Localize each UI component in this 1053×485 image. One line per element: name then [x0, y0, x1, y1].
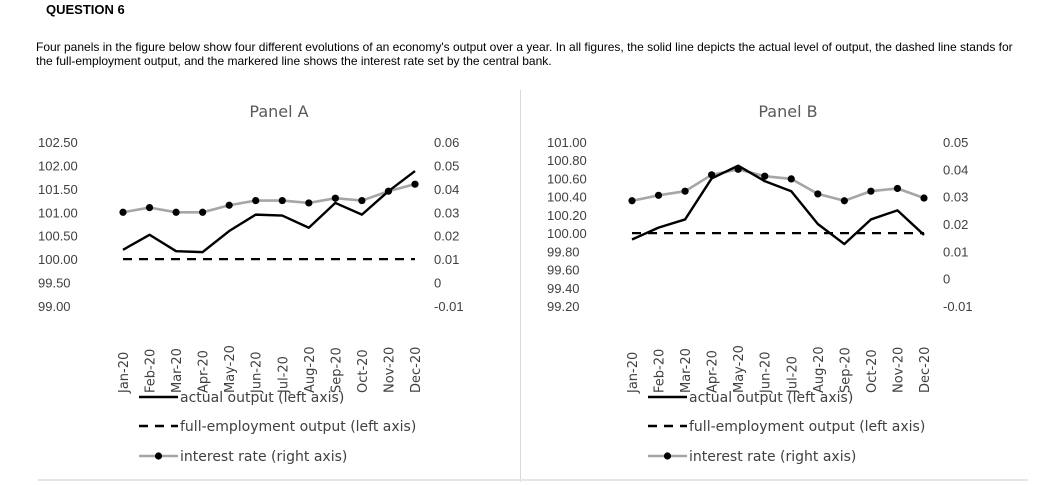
panel-b-right-tick: 0.05 [943, 135, 969, 150]
panel-a-legend-interest: interest rate (right axis) [180, 449, 348, 465]
panel-a-right-tick: 0 [434, 275, 442, 291]
panel-a-legend-full-employment: full-employment output (left axis) [180, 419, 417, 435]
panel-a-interest-rate-point [252, 197, 259, 204]
panel-b-interest-rate-point [788, 175, 795, 182]
panel-b-right-tick: 0.02 [943, 217, 969, 232]
panel-a-legend-marker-dot [155, 452, 162, 459]
panel-a-interest-rate-point [279, 197, 286, 204]
panel-a-title: Panel A [249, 102, 309, 121]
panel-b-right-tick: 0.04 [943, 162, 969, 178]
panel-b-x-tick: Nov-20 [891, 346, 907, 393]
panel-b-left-tick: 100.40 [547, 189, 587, 205]
panel-b-left-tick: 99.80 [547, 244, 580, 260]
panel-b-interest-rate-point [841, 197, 848, 204]
panel-a-right-tick: 0.02 [434, 228, 460, 244]
panel-a-x-tick: Oct-20 [355, 349, 371, 393]
panel-b-x-tick: Dec-20 [918, 346, 933, 393]
panel-b-left-tick: 100.00 [547, 226, 587, 242]
panel-a-x-tick: Feb-20 [143, 348, 159, 393]
panel-b-interest-rate-point [681, 188, 688, 195]
panel-a-x-tick: Dec-20 [409, 346, 424, 393]
panel-b-interest-rate-point [655, 192, 662, 199]
panel-a-right-tick: 0.01 [434, 252, 460, 268]
panel-a-right-tick: 0.03 [434, 205, 460, 221]
panel-b-x-tick: Apr-20 [705, 350, 721, 393]
panel-a-x-tick: Aug-20 [302, 346, 318, 393]
panel-a-svg [12, 90, 520, 482]
panel-a-left-tick: 100.00 [38, 252, 78, 268]
panel-b-left-tick: 99.20 [547, 299, 580, 314]
panel-a-legend-actual: actual output (left axis) [180, 390, 345, 406]
panel-b-left-tick: 100.60 [547, 171, 587, 187]
panel-b-legend-full-employment: full-employment output (left axis) [689, 419, 926, 435]
panel-b-x-tick: Oct-20 [864, 349, 880, 393]
panel-a-left-tick: 99.50 [38, 275, 71, 291]
panel-a-right-tick: 0.05 [434, 158, 460, 174]
panel-a-interest-rate-point [199, 209, 206, 216]
panel-a-interest-rate-point [226, 202, 233, 209]
panel-a-interest-rate-line [123, 184, 415, 212]
question-title: QUESTION 6 [46, 2, 125, 17]
panel-a-right-tick: -0.01 [434, 299, 464, 314]
panel-b-legend-actual: actual output (left axis) [689, 390, 854, 406]
panel-a-x-tick: May-20 [223, 345, 239, 393]
panel-b-legend-interest: interest rate (right axis) [689, 449, 857, 465]
bottom-divider [38, 479, 1028, 481]
panel-a-interest-rate-point [119, 209, 126, 216]
panel-b-interest-rate-point [867, 188, 874, 195]
panel-a-left-tick: 101.50 [38, 181, 78, 197]
panel-b-x-tick: Jul-20 [785, 356, 801, 393]
panel-b-left-tick: 100.80 [547, 153, 587, 169]
panel-a-left-tick: 102.00 [38, 158, 78, 174]
panel-b-right-tick: 0 [943, 271, 951, 287]
panel-a-right-tick: 0.06 [434, 135, 460, 150]
panel-a-interest-rate-point [305, 199, 312, 206]
panel-a-interest-rate-point [146, 204, 153, 211]
panel-a-x-tick: Apr-20 [196, 350, 212, 393]
panel-b-x-tick: Jan-20 [626, 351, 641, 393]
panel-b-x-tick: May-20 [732, 345, 748, 393]
panel-a-interest-rate-point [411, 181, 418, 188]
panel-b-svg [521, 90, 1029, 482]
panel-b-left-tick: 100.20 [547, 207, 587, 223]
panel-b-interest-rate-point [814, 190, 821, 197]
panel-a-x-tick: Jul-20 [276, 356, 292, 393]
panel-b-x-tick: Feb-20 [652, 348, 668, 393]
panel-b-interest-rate-point [920, 194, 927, 201]
intro-paragraph: Four panels in the figure below show four different evolutions of an economy's output over a year. In all figures, the solid line depicts the actual level of output, the dashed line stands for the full-employment output, and the markered line shows the interest rate set by the central bank. [36, 40, 1013, 68]
panel-b-interest-rate-point [628, 197, 635, 204]
panel-a-interest-rate-point [358, 197, 365, 204]
panel-b-x-tick: Mar-20 [679, 348, 695, 393]
panel-b-interest-rate-point [894, 185, 901, 192]
panel-b-chart [520, 90, 1029, 482]
panel-a-right-tick: 0.04 [434, 181, 460, 197]
panel-b-left-tick: 99.40 [547, 280, 580, 296]
panel-b-left-tick: 101.00 [547, 135, 587, 150]
panel-a-x-tick: Nov-20 [382, 346, 398, 393]
panel-b-x-tick: Jun-20 [758, 351, 774, 393]
panel-a-left-tick: 99.00 [38, 299, 71, 314]
panel-a-left-tick: 100.50 [38, 228, 78, 244]
panel-a-x-tick: Mar-20 [170, 348, 186, 393]
panel-b-legend-marker-dot [664, 452, 671, 459]
panel-a-x-tick: Jan-20 [117, 351, 132, 393]
panel-a-chart [12, 90, 520, 482]
panel-a-left-tick: 101.00 [38, 205, 78, 221]
panel-a-x-tick: Jun-20 [249, 351, 265, 393]
panel-a-x-tick: Sep-20 [329, 347, 345, 393]
panel-b-x-tick: Aug-20 [811, 346, 827, 393]
panel-a-left-tick: 102.50 [38, 135, 78, 150]
panel-b-title: Panel B [758, 102, 818, 121]
panel-b-right-tick: -0.01 [943, 299, 973, 314]
panel-b-right-tick: 0.03 [943, 189, 969, 205]
panel-b-right-tick: 0.01 [943, 244, 969, 260]
panel-b-left-tick: 99.60 [547, 262, 580, 278]
panel-a-interest-rate-point [172, 209, 179, 216]
panel-a-interest-rate-point [332, 195, 339, 202]
panel-b-x-tick: Sep-20 [838, 347, 854, 393]
